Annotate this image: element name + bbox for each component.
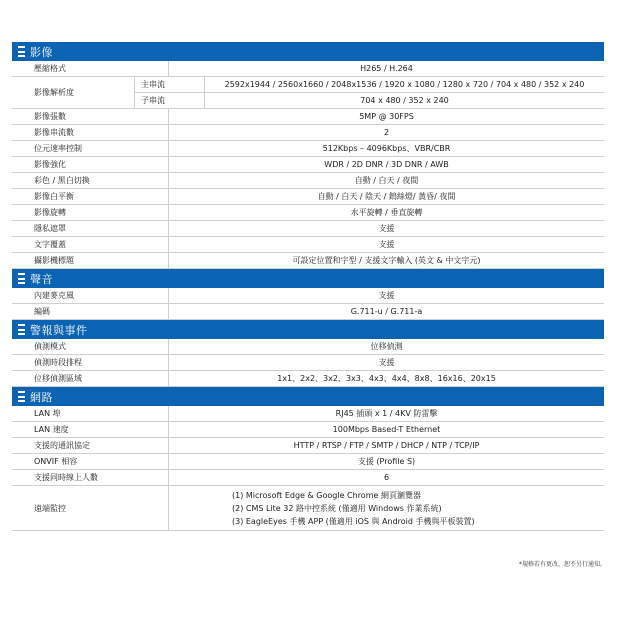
spec-label: 文字覆蓋	[12, 237, 169, 252]
spec-row	[12, 77, 604, 109]
list-icon	[18, 391, 25, 402]
spec-row	[12, 189, 604, 205]
footnote: *規格若有更改，恕不另行通知。	[518, 561, 606, 568]
spec-label: 攝影機標題	[12, 253, 169, 268]
spec-sub-label: 主串流	[134, 77, 205, 92]
spec-value: 2592x1944 / 2560x1660 / 2048x1536 / 1920 x 1080 / 1280 x 720 / 704 x 480 / 352 x 240	[224, 80, 585, 89]
spec-value: 可設定位置和字型 / 支援文字輸入 (英文 & 中文字元)	[292, 256, 481, 265]
section-header	[12, 42, 604, 61]
spec-sub-row	[134, 93, 604, 108]
spec-value: 100Mbps Based-T Ethernet	[332, 425, 441, 434]
spec-row	[12, 61, 604, 77]
spec-row	[12, 173, 604, 189]
spec-row	[12, 288, 604, 304]
spec-section	[12, 42, 604, 269]
spec-row	[12, 371, 604, 387]
spec-row	[12, 422, 604, 438]
spec-label: 內建麥克風	[12, 288, 169, 303]
spec-label: 壓縮格式	[12, 61, 169, 76]
spec-value: 5MP @ 30FPS	[359, 112, 414, 121]
section-header	[12, 320, 604, 339]
spec-section	[12, 387, 604, 531]
spec-label: 編碼	[12, 304, 169, 319]
section-header	[12, 269, 604, 288]
spec-value: H265 / H.264	[360, 64, 413, 73]
spec-row	[12, 205, 604, 221]
spec-sheet	[12, 42, 604, 531]
spec-section	[12, 269, 604, 320]
spec-label: 位移偵測區域	[12, 371, 169, 386]
spec-label: 支援的通訊協定	[12, 438, 169, 453]
spec-label: 位元速率控制	[12, 141, 169, 156]
spec-label: 影像強化	[12, 157, 169, 172]
spec-label: 隱私遮罩	[12, 221, 169, 236]
spec-row	[12, 221, 604, 237]
spec-row	[12, 141, 604, 157]
spec-value: 1x1、2x2、3x2、3x3、4x3、4x4、8x8、16x16、20x15	[277, 374, 496, 383]
spec-value-line: (2) CMS Lite 32 路中控系統 (僅適用 Windows 作業系統)	[232, 503, 442, 513]
section-title: 網路	[30, 390, 53, 404]
spec-value: 704 x 480 / 352 x 240	[360, 96, 449, 105]
spec-value: HTTP / RTSP / FTP / SMTP / DHCP / NTP / TCP/IP	[293, 441, 480, 450]
spec-sub-rows	[134, 77, 604, 108]
spec-value: WDR / 2D DNR / 3D DNR / AWB	[324, 160, 449, 169]
list-icon	[18, 324, 25, 335]
spec-row	[12, 125, 604, 141]
spec-row	[12, 109, 604, 125]
spec-value: 位移偵測	[370, 342, 403, 351]
section-title: 聲音	[30, 272, 53, 286]
list-icon	[18, 46, 25, 57]
spec-sub-row	[134, 77, 604, 93]
spec-label: LAN 埠	[12, 406, 169, 421]
spec-value: 2	[383, 128, 390, 137]
spec-row	[12, 470, 604, 486]
spec-value: 支援 (Profile S)	[357, 457, 416, 466]
spec-row	[12, 438, 604, 454]
spec-row	[12, 454, 604, 470]
list-icon	[18, 273, 25, 284]
spec-value: 自動 / 白天 / 夜間	[354, 176, 419, 185]
spec-label: 影像白平衡	[12, 189, 169, 204]
spec-label: 影像張數	[12, 109, 169, 124]
spec-label: 影像解析度	[34, 88, 74, 97]
spec-value: 自動 / 白天 / 陰天 / 鎢絲燈/ 黃昏/ 夜間	[317, 192, 456, 201]
spec-label: 影像串流數	[12, 125, 169, 140]
spec-label: 偵測模式	[12, 339, 169, 354]
spec-label: 影像旋轉	[12, 205, 169, 220]
spec-row	[12, 237, 604, 253]
section-title: 警報與事件	[30, 323, 88, 337]
spec-row	[12, 486, 604, 531]
spec-row	[12, 355, 604, 371]
spec-label: 彩色 / 黑白切換	[12, 173, 169, 188]
spec-row	[12, 157, 604, 173]
spec-label: LAN 速度	[12, 422, 169, 437]
spec-label: 支援同時線上人數	[12, 470, 169, 485]
spec-value: 水平旋轉 / 垂直旋轉	[350, 208, 423, 217]
spec-value: 6	[383, 473, 390, 482]
spec-value: 支援	[378, 224, 395, 233]
spec-label: ONVIF 相容	[12, 454, 169, 469]
section-header	[12, 387, 604, 406]
spec-value: RJ45 插頭 x 1 / 4KV 防雷擊	[335, 409, 438, 418]
spec-value: 512Kbps – 4096Kbps、VBR/CBR	[322, 144, 451, 153]
spec-value: G.711-u / G.711-a	[350, 307, 423, 316]
spec-value-list	[169, 486, 604, 530]
spec-row	[12, 304, 604, 320]
spec-section	[12, 320, 604, 387]
spec-value: 支援	[378, 291, 395, 300]
spec-sub-label: 子串流	[134, 93, 205, 108]
spec-label: 遠端監控	[12, 486, 169, 530]
spec-value: 支援	[378, 358, 395, 367]
spec-row	[12, 339, 604, 355]
spec-value-line: (3) EagleEyes 手機 APP (僅適用 iOS 與 Android 手機與平板裝置)	[232, 516, 475, 526]
spec-label: 偵測時段排程	[12, 355, 169, 370]
spec-value: 支援	[378, 240, 395, 249]
spec-value-line: (1) Microsoft Edge & Google Chrome 網頁瀏覽器	[232, 490, 421, 500]
section-title: 影像	[30, 45, 53, 59]
spec-row	[12, 253, 604, 269]
spec-row	[12, 406, 604, 422]
